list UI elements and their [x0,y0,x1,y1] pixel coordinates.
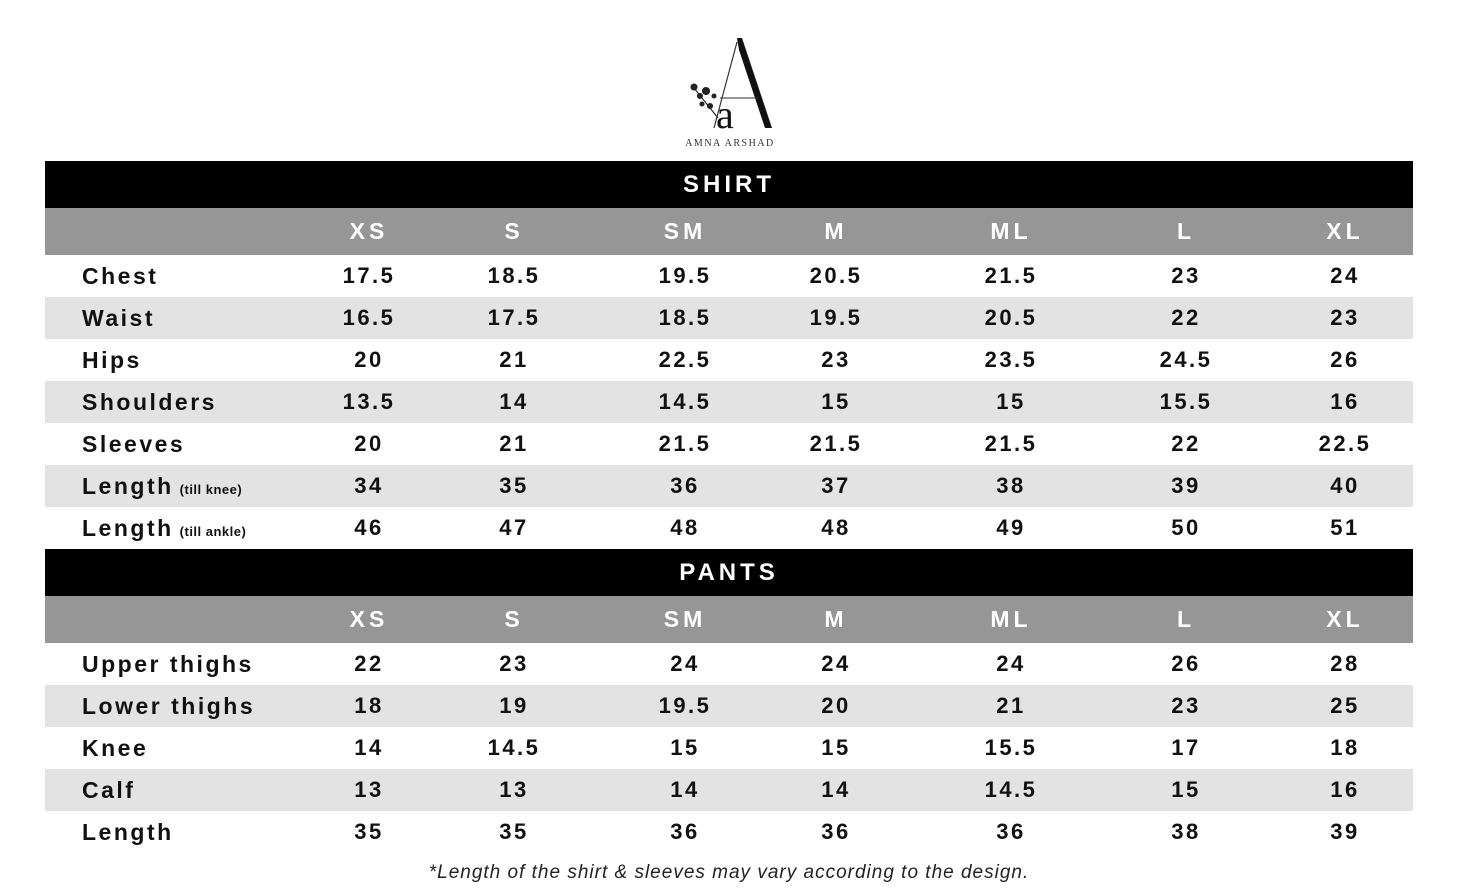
brand-name: AMNA ARSHAD [685,138,775,149]
measurement-name: Hips [82,346,142,373]
table-cell: 20.5 [984,305,1038,330]
logo-monogram-icon [680,36,780,136]
svg-text:a: a [716,92,734,136]
table-cell: 34 [354,473,384,498]
table-cell: 37 [821,473,851,498]
table-cell: 20 [821,693,851,718]
table-cell: 18.5 [487,263,541,288]
table-cell: 35 [354,819,384,844]
measurement-label [45,263,295,290]
size-header-sm: SM [663,606,707,632]
measurement-name: Sleeves [82,430,186,457]
table-cell: 23 [1171,263,1201,288]
table-cell: 22.5 [1318,431,1372,456]
table-cell: 21.5 [658,431,712,456]
table-cell: 21 [499,347,529,372]
table-cell: 14 [821,777,851,802]
table-cell: 24 [996,651,1026,676]
table-row [45,811,1413,853]
table-cell: 35 [499,819,529,844]
measurement-label [45,777,295,804]
size-header-m: M [824,218,848,244]
table-cell: 36 [996,819,1026,844]
table-cell: 13 [499,777,529,802]
size-header-l: L [1176,218,1196,244]
measurement-label [45,651,295,678]
table-cell: 21 [499,431,529,456]
measurement-label [45,735,295,762]
brand-logo [640,36,820,152]
table-row [45,685,1413,727]
table-cell: 23 [1171,693,1201,718]
table-row [45,423,1413,465]
table-cell: 22 [354,651,384,676]
table-row [45,643,1413,685]
table-cell: 19.5 [658,263,712,288]
table-cell: 21.5 [984,263,1038,288]
pants-rows [45,643,1413,853]
table-row [45,465,1413,507]
table-cell: 23 [1330,305,1360,330]
measurement-name: Length [82,472,174,499]
measurement-name: Shoulders [82,388,217,415]
measurement-label [45,431,295,458]
table-cell: 14 [670,777,700,802]
table-cell: 14.5 [487,735,541,760]
table-cell: 38 [996,473,1026,498]
size-header-ml: ML [990,606,1032,632]
size-header-xl: XL [1326,218,1364,244]
measurement-name: Length [82,514,174,541]
measurement-name: Chest [82,262,159,289]
table-cell: 18.5 [658,305,712,330]
table-cell: 22.5 [658,347,712,372]
table-cell: 15 [1171,777,1201,802]
table-cell: 16.5 [342,305,396,330]
table-cell: 18 [1330,735,1360,760]
size-header-xs: XS [349,606,389,632]
size-header-sm: SM [663,218,707,244]
measurement-label [45,515,295,542]
table-cell: 36 [670,819,700,844]
table-cell: 15 [821,735,851,760]
table-cell: 28 [1330,651,1360,676]
measurement-name: Lower thighs [82,692,256,719]
table-cell: 19 [499,693,529,718]
size-header-s: S [504,606,524,632]
table-cell: 16 [1330,777,1360,802]
footnote: *Length of the shirt & sleeves may vary according to the design. [428,862,1030,883]
measurement-label [45,473,295,500]
table-cell: 46 [354,515,384,540]
table-cell: 14 [354,735,384,760]
table-cell: 36 [670,473,700,498]
table-cell: 26 [1171,651,1201,676]
size-header-l: L [1176,606,1196,632]
table-cell: 22 [1171,305,1201,330]
table-cell: 16 [1330,389,1360,414]
shirt-section-title: SHIRT [45,161,1413,208]
table-cell: 39 [1330,819,1360,844]
table-cell: 24 [821,651,851,676]
table-cell: 50 [1171,515,1201,540]
table-cell: 14.5 [984,777,1038,802]
table-cell: 15 [821,389,851,414]
table-row [45,381,1413,423]
shirt-size-header [45,208,1413,255]
measurement-name: Calf [82,776,136,803]
table-cell: 39 [1171,473,1201,498]
table-cell: 24 [1330,263,1360,288]
size-header-xs: XS [349,218,389,244]
table-cell: 21.5 [984,431,1038,456]
size-header-m: M [824,606,848,632]
table-cell: 19.5 [809,305,863,330]
pants-size-header [45,596,1413,643]
size-header-ml: ML [990,218,1032,244]
measurement-label [45,389,295,416]
table-cell: 24 [670,651,700,676]
measurement-label [45,305,295,332]
measurement-label [45,693,295,720]
size-header-s: S [504,218,524,244]
table-cell: 17.5 [342,263,396,288]
shirt-rows [45,255,1413,549]
table-row [45,297,1413,339]
table-cell: 51 [1330,515,1360,540]
table-cell: 23 [499,651,529,676]
measurement-name: Knee [82,734,149,761]
size-chart [45,161,1413,853]
measurement-name: Length [82,818,174,845]
table-cell: 36 [821,819,851,844]
table-cell: 17.5 [487,305,541,330]
table-cell: 19.5 [658,693,712,718]
measurement-name: Upper thighs [82,650,254,677]
table-cell: 15 [670,735,700,760]
table-cell: 14 [499,389,529,414]
measurement-label [45,347,295,374]
table-cell: 22 [1171,431,1201,456]
table-cell: 47 [499,515,529,540]
table-cell: 13.5 [342,389,396,414]
table-cell: 15 [996,389,1026,414]
table-cell: 13 [354,777,384,802]
table-row [45,339,1413,381]
table-cell: 15.5 [984,735,1038,760]
table-cell: 17 [1171,735,1201,760]
table-cell: 48 [670,515,700,540]
table-row [45,727,1413,769]
table-cell: 15.5 [1159,389,1213,414]
measurement-note: (till knee) [179,481,243,497]
table-cell: 48 [821,515,851,540]
table-row [45,507,1413,549]
table-cell: 38 [1171,819,1201,844]
table-cell: 18 [354,693,384,718]
measurement-label [45,819,295,846]
table-cell: 40 [1330,473,1360,498]
table-cell: 24.5 [1159,347,1213,372]
table-row [45,255,1413,297]
size-header-xl: XL [1326,606,1364,632]
table-cell: 20.5 [809,263,863,288]
measurement-name: Waist [82,304,155,331]
table-cell: 21 [996,693,1026,718]
table-cell: 20 [354,347,384,372]
table-cell: 25 [1330,693,1360,718]
table-cell: 35 [499,473,529,498]
table-cell: 23 [821,347,851,372]
table-cell: 21.5 [809,431,863,456]
measurement-note: (till ankle) [179,523,247,539]
table-row [45,769,1413,811]
table-cell: 49 [996,515,1026,540]
table-cell: 14.5 [658,389,712,414]
table-cell: 26 [1330,347,1360,372]
table-cell: 23.5 [984,347,1038,372]
table-cell: 20 [354,431,384,456]
pants-section-title: PANTS [45,549,1413,596]
